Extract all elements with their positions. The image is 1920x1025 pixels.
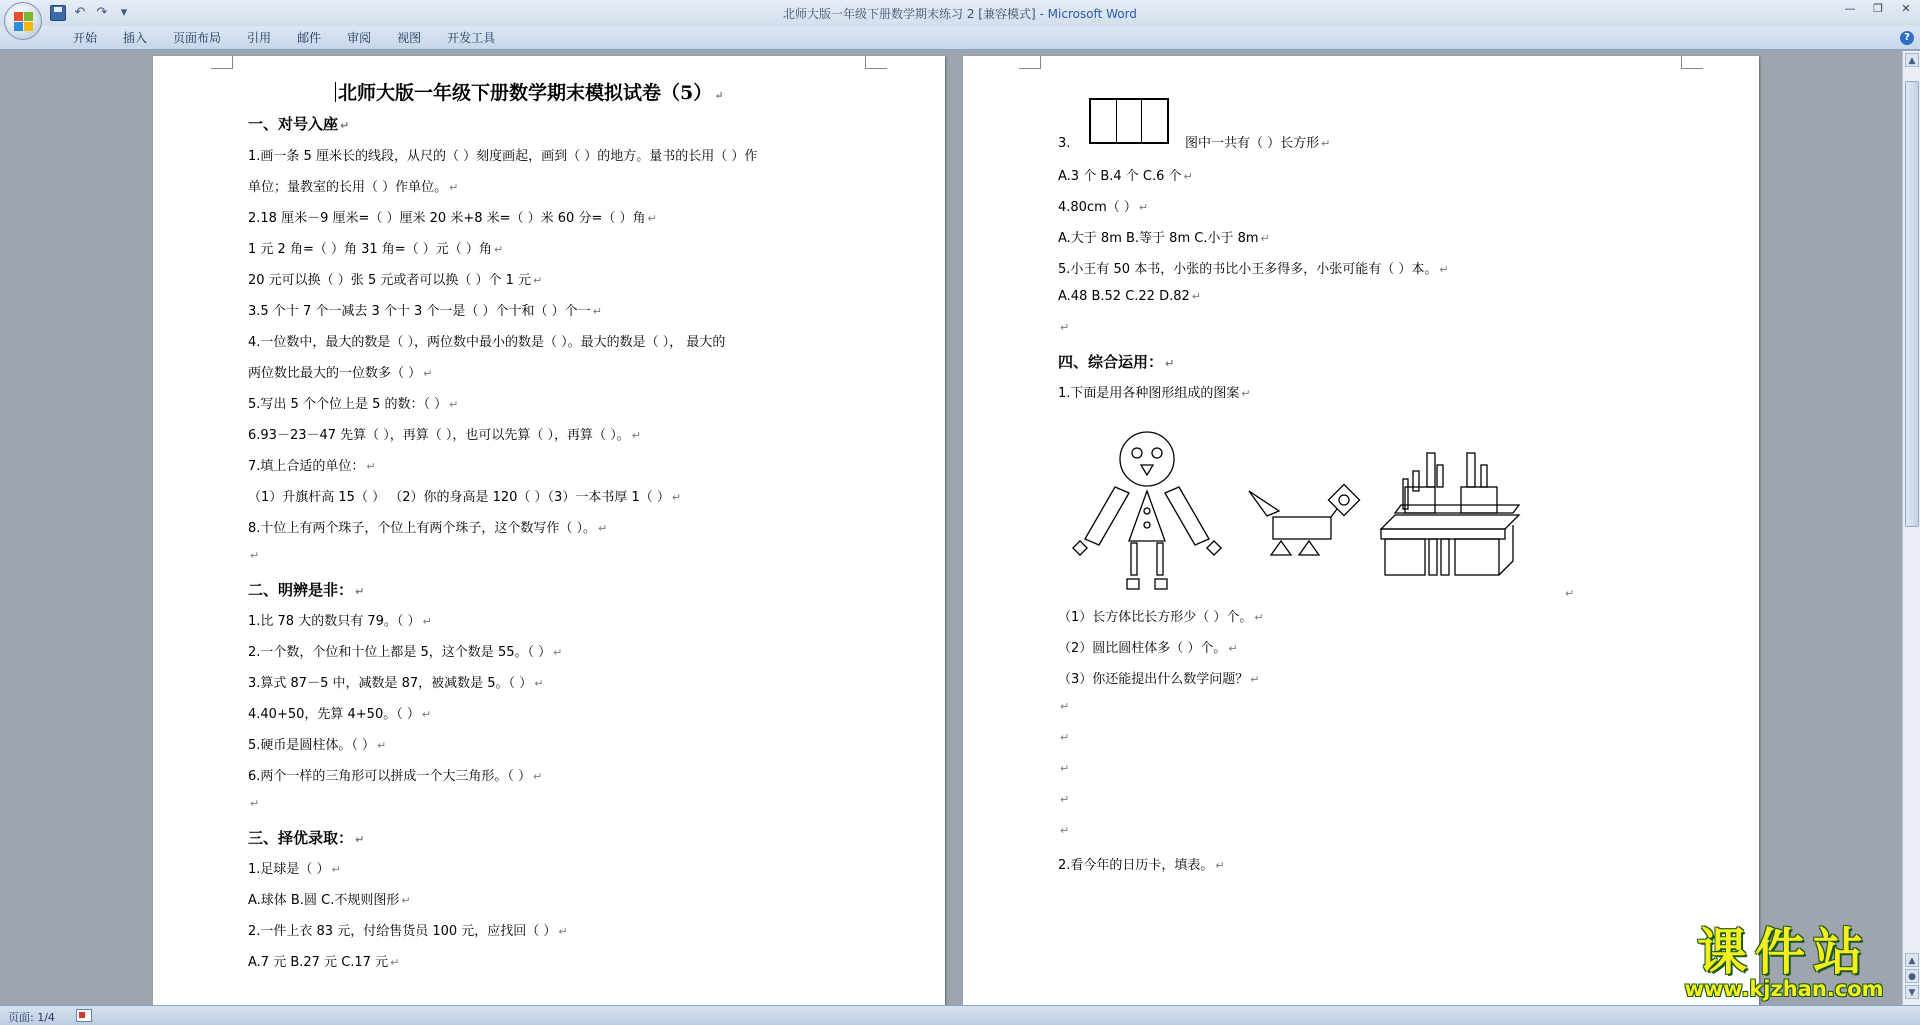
empty-paragraph: ↵ [250,797,260,810]
paragraph: 2.一件上衣 83 元，付给售货员 100 元，应找回（ ） ↵ [248,924,568,939]
empty-paragraph: ↵ [1060,762,1070,775]
paragraph: （1）升旗杆高 15（ ） （2）你的身高是 120（ ）（3）一本书厚 1（ ） ↵ [248,490,682,505]
page-count[interactable]: 页面: 1/4 [8,1011,55,1024]
next-page-icon[interactable]: ▼ [1905,985,1919,999]
window-title [0,5,1920,22]
paragraph: 1.画一条 5 厘米长的线段，从尺的（ ）刻度画起，画到（ ）的地方。量书的长用（ ）作 [248,149,758,164]
scroll-up-icon[interactable]: ▲ [1905,53,1919,67]
paragraph: 5.小王有 50 本书，小张的书比小王多得多，小张可能有（ ）本。 ↵ [1058,262,1449,277]
empty-paragraph: ↵ [1060,824,1070,837]
redo-icon[interactable]: ↷ [96,5,108,20]
tab-view[interactable]: 视图 [397,31,422,45]
robot-body-triangle [1129,491,1165,541]
section-heading: 二、明辨是非： ↵ [248,581,365,599]
ribbon [0,26,1920,50]
shapes-figure [1069,431,1569,601]
paragraph: 20 元可以换（ ）张 5 元或者可以换（ ）个 1 元 ↵ [248,273,543,288]
empty-paragraph: ↵ [1060,700,1070,713]
paragraph: （2）圆比圆柱体多（ ）个。 ↵ [1058,641,1238,656]
paragraph: 2.一个数，个位和十位上都是 5，这个数是 55。（ ） ↵ [248,645,563,660]
paragraph: （3）你还能提出什么数学问题？ ↵ [1058,672,1260,687]
help-icon[interactable]: ? [1900,31,1914,45]
text-cursor [335,82,336,102]
scrollbar-thumb[interactable] [1905,81,1919,527]
paragraph-mark: ↵ [1565,587,1575,600]
paragraph: A.48 B.52 C.22 D.82 ↵ [1058,289,1201,304]
close-icon[interactable]: ✕ [1901,2,1911,15]
undo-icon[interactable]: ↶ [74,5,86,20]
crop-mark [1681,56,1703,69]
robot-head-circle [1120,432,1174,486]
paragraph: 5.写出 5 个个位上是 5 的数：（ ） ↵ [248,397,459,412]
exam-title: 北师大版一年级下册数学期末模拟试卷（5） ↵ [335,78,723,105]
title-bar [0,0,1920,26]
empty-paragraph: ↵ [1060,321,1070,334]
office-button[interactable] [4,2,42,40]
section-heading: 三、择优录取： ↵ [248,829,365,847]
vertical-scrollbar[interactable] [1902,51,1920,1005]
paragraph: 5.硬币是圆柱体。（ ） ↵ [248,738,387,753]
paragraph: 两位数比最大的一位数多（ ） ↵ [248,366,433,381]
paragraph: 4.40+50，先算 4+50。（ ） ↵ [248,707,432,722]
three-rectangles-figure [1089,98,1169,144]
tab-review[interactable]: 审阅 [347,31,372,45]
tab-home[interactable]: 开始 [73,31,98,45]
proofing-icon[interactable] [76,1009,92,1022]
paragraph: 图中一共有（ ）长方形 ↵ [1185,136,1331,151]
paragraph: 1.足球是（ ） ↵ [248,862,341,877]
empty-paragraph: ↵ [1060,793,1070,806]
paragraph: 1 元 2 角=（ ）角 31 角=（ ）元（ ）角 ↵ [248,242,504,257]
ribbon-tabs [60,26,508,50]
section-heading: 四、综合运用： ↵ [1058,353,1175,371]
page-1[interactable] [153,56,945,1005]
tab-insert[interactable]: 插入 [123,31,148,45]
paragraph: A.7 元 B.27 元 C.17 元 ↵ [248,955,400,970]
previous-page-icon[interactable]: ▲ [1905,953,1919,967]
paragraph: 6.两个一样的三角形可以拼成一个大三角形。（ ） ↵ [248,769,543,784]
paragraph: 6.93－23－47 先算（ ），再算（ ），也可以先算（ ），再算（ ）。 ↵ [248,428,641,443]
crop-mark [865,56,887,69]
paragraph: A.3 个 B.4 个 C.6 个 ↵ [1058,169,1193,184]
watermark-title: 课件站 [1697,923,1871,981]
tab-references[interactable]: 引用 [247,31,272,45]
site-watermark [1666,923,1902,1002]
paragraph: 3.5 个十 7 个一减去 3 个十 3 个一是（ ）个十和（ ）个一 ↵ [248,304,602,319]
paragraph: 7.填上合适的单位： ↵ [248,459,376,474]
paragraph: 4.80cm（ ） ↵ [1058,200,1149,215]
paragraph: 1.比 78 大的数只有 79。（ ） ↵ [248,614,432,629]
paragraph: （1）长方体比长方形少（ ）个。 ↵ [1058,610,1264,625]
paragraph: 3.算式 87－5 中，减数是 87，被减数是 5。（ ） ↵ [248,676,544,691]
minimize-icon[interactable]: — [1844,2,1856,15]
tab-developer[interactable]: 开发工具 [447,31,496,45]
watermark-url: www.kjzhan.com [1684,977,1884,1001]
paragraph: 2.18 厘米－9 厘米=（ ）厘米 20 米+8 米=（ ）米 60 分=（ ）角 ↵ [248,211,657,226]
crop-mark [1019,56,1041,69]
window-controls [1836,0,1920,18]
document-title: 北师大版一年级下册数学期末练习 2 [兼容模式] [783,7,1036,21]
paragraph: 1.下面是用各种图形组成的图案 ↵ [1058,386,1251,401]
app-name: - Microsoft Word [1039,7,1137,21]
paragraph: 3. [1058,136,1071,151]
status-bar [0,1005,1920,1025]
maximize-icon[interactable]: ❐ [1873,2,1883,15]
paragraph: A.球体 B.圆 C.不规则图形 ↵ [248,893,411,908]
empty-paragraph: ↵ [1060,731,1070,744]
tab-page-layout[interactable]: 页面布局 [173,31,222,45]
section-heading: 一、对号入座 ↵ [248,115,350,133]
empty-paragraph: ↵ [250,549,260,562]
office-logo-icon [14,12,34,32]
paragraph: A.大于 8m B.等于 8m C.小于 8m ↵ [1058,231,1270,246]
document-area[interactable] [0,51,1902,1005]
customize-qat-icon[interactable]: ▾ [120,5,128,20]
paragraph: 8.十位上有两个珠子，个位上有两个珠子，这个数写作（ ）。 ↵ [248,521,608,536]
crop-mark [211,56,233,69]
page-2[interactable] [963,56,1759,1005]
paragraph: 2.看今年的日历卡，填表。 ↵ [1058,858,1225,873]
paragraph: 单位；量教室的长用（ ）作单位。 ↵ [248,180,459,195]
paragraph: 4.一位数中，最大的数是（ ），两位数中最小的数是（ ）。最大的数是（ ）， 最大的 [248,335,726,350]
tab-mailings[interactable]: 邮件 [297,31,322,45]
select-browse-object-icon[interactable]: ● [1905,969,1919,983]
